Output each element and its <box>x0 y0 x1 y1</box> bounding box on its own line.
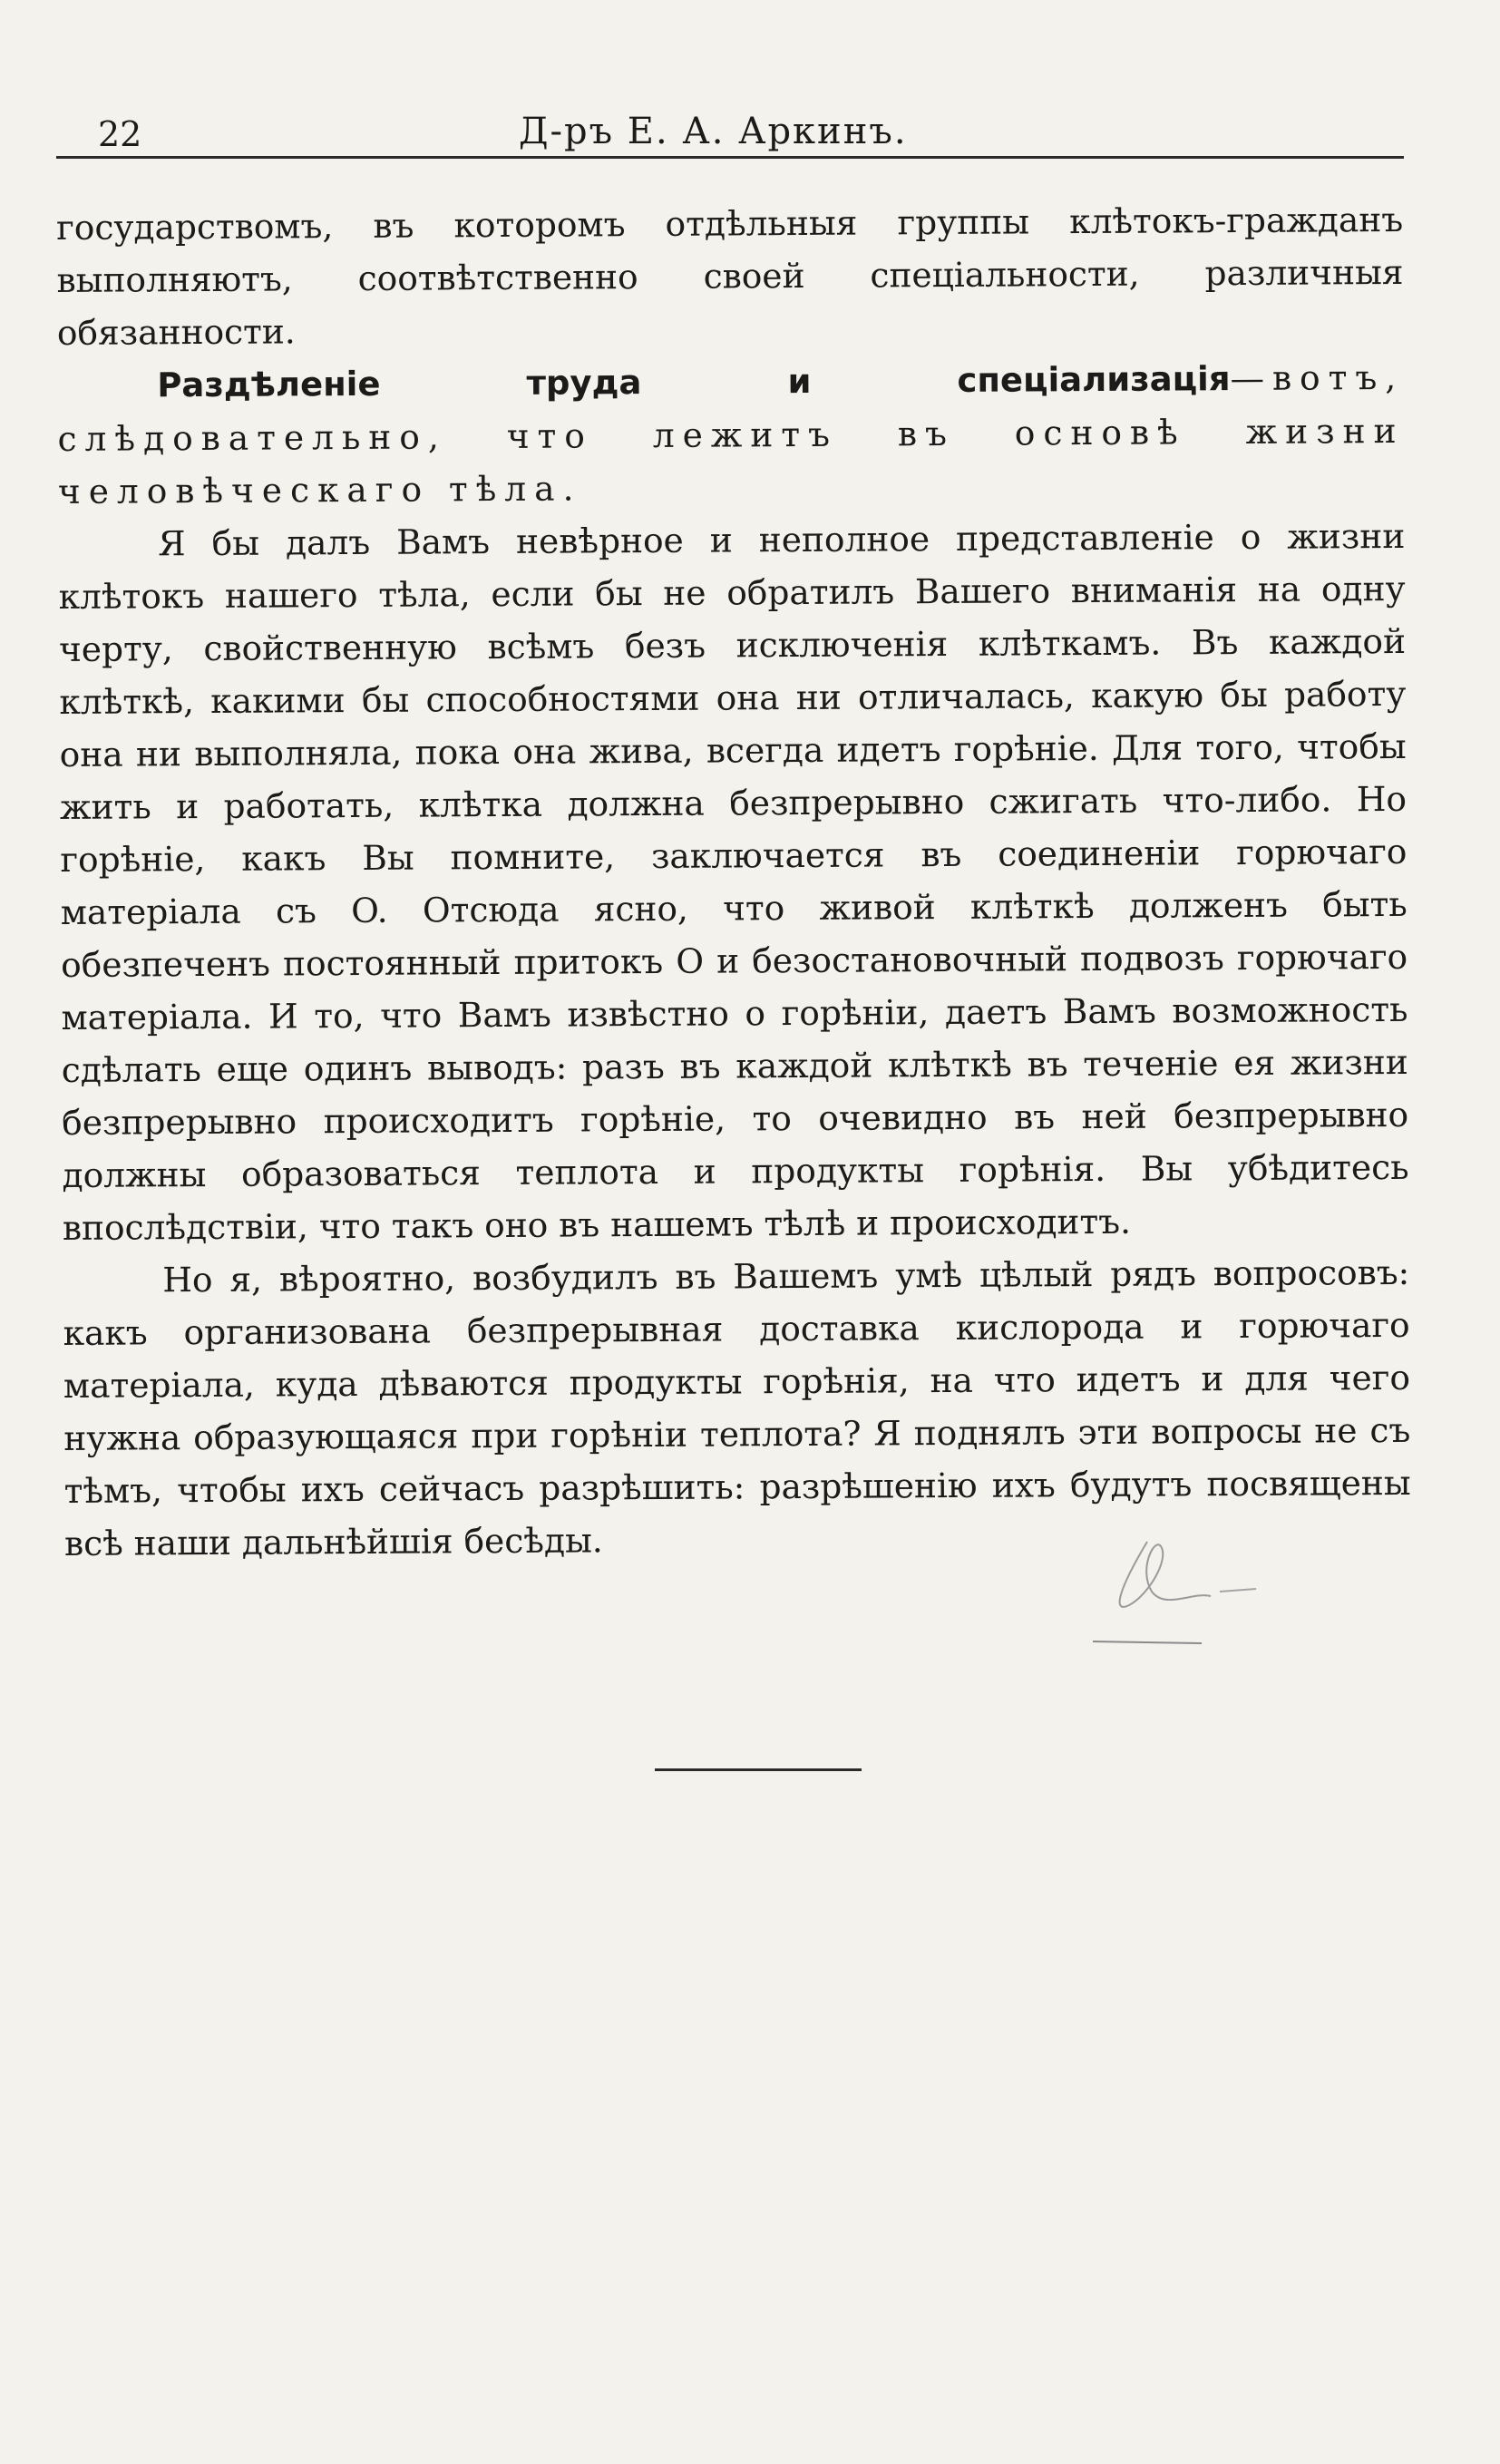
pencil-mark-icon <box>1084 1505 1320 1669</box>
paragraph-3: Я бы далъ Вамъ невѣрное и неполное представленіе о жизни клѣтокъ нашего тѣла, если бы не обратилъ Вашего вниманія на одну черту, свойственную всѣмъ безъ исключенія клѣткамъ. Въ каждой клѣткѣ, какими бы способностями она ни отличалась, какую бы работу она ни выполняла, пока она жива, всегда идетъ горѣніе. Для того, чтобы жить и работать, клѣтка должна безпрерывно сжигать что-либо. Но горѣніе, какъ Вы помните, заключается въ соединеніи горючаго матеріала съ O. Отсюда ясно, что живой клѣткѣ долженъ быть обезпеченъ постоянный притокъ O и безостановочный подвозъ горючаго матеріала. И то, что Вамъ извѣстно о горѣніи, даетъ Вамъ возможность сдѣлать еще одинъ выводъ: разъ въ каждой клѣткѣ въ теченіе ея жизни безпрерывно происходитъ горѣніе, то очевидно въ ней безпрерывно должны образоваться теплота и продукты горѣнія. Вы убѣдитесь впослѣдствіи, что такъ оно въ нашемъ тѣлѣ и происходитъ. <box>58 515 1409 1248</box>
bold-term: Раздѣленіе труда и спеціализація <box>157 359 1231 405</box>
running-head <box>56 107 1404 161</box>
end-rule <box>655 1768 862 1771</box>
body-text <box>56 193 1411 1570</box>
paragraph-1: государствомъ, въ которомъ отдѣльныя группы клѣтокъ-гражданъ выполняютъ, соотвѣтственно своей спеціальности, различныя обязанности. <box>56 199 1404 353</box>
paragraph-2 <box>57 351 1405 518</box>
paragraph-4: Но я, вѣроятно, возбудилъ въ Вашемъ умѣ цѣлый рядъ вопросовъ: какъ организована безпрерывная доставка кислорода и горючаго матеріала, куда дѣваются продукты горѣнія, на что идетъ и для чего нужна образующаяся при горѣніи теплота? Я поднялъ эти вопросы не съ тѣмъ, чтобы ихъ сейчасъ разрѣшить: разрѣшенію ихъ будутъ посвящены всѣ наши дальнѣйшія бесѣды. <box>63 1251 1411 1563</box>
running-head-title: Д-ръ Е. А. Аркинъ. <box>519 111 908 152</box>
header-rule <box>56 156 1404 159</box>
page-number: 22 <box>98 114 142 154</box>
spaced-text: —вотъ, слѣдовательно, что лежитъ въ основѣ жизни человѣческаго тѣла. <box>57 356 1405 511</box>
